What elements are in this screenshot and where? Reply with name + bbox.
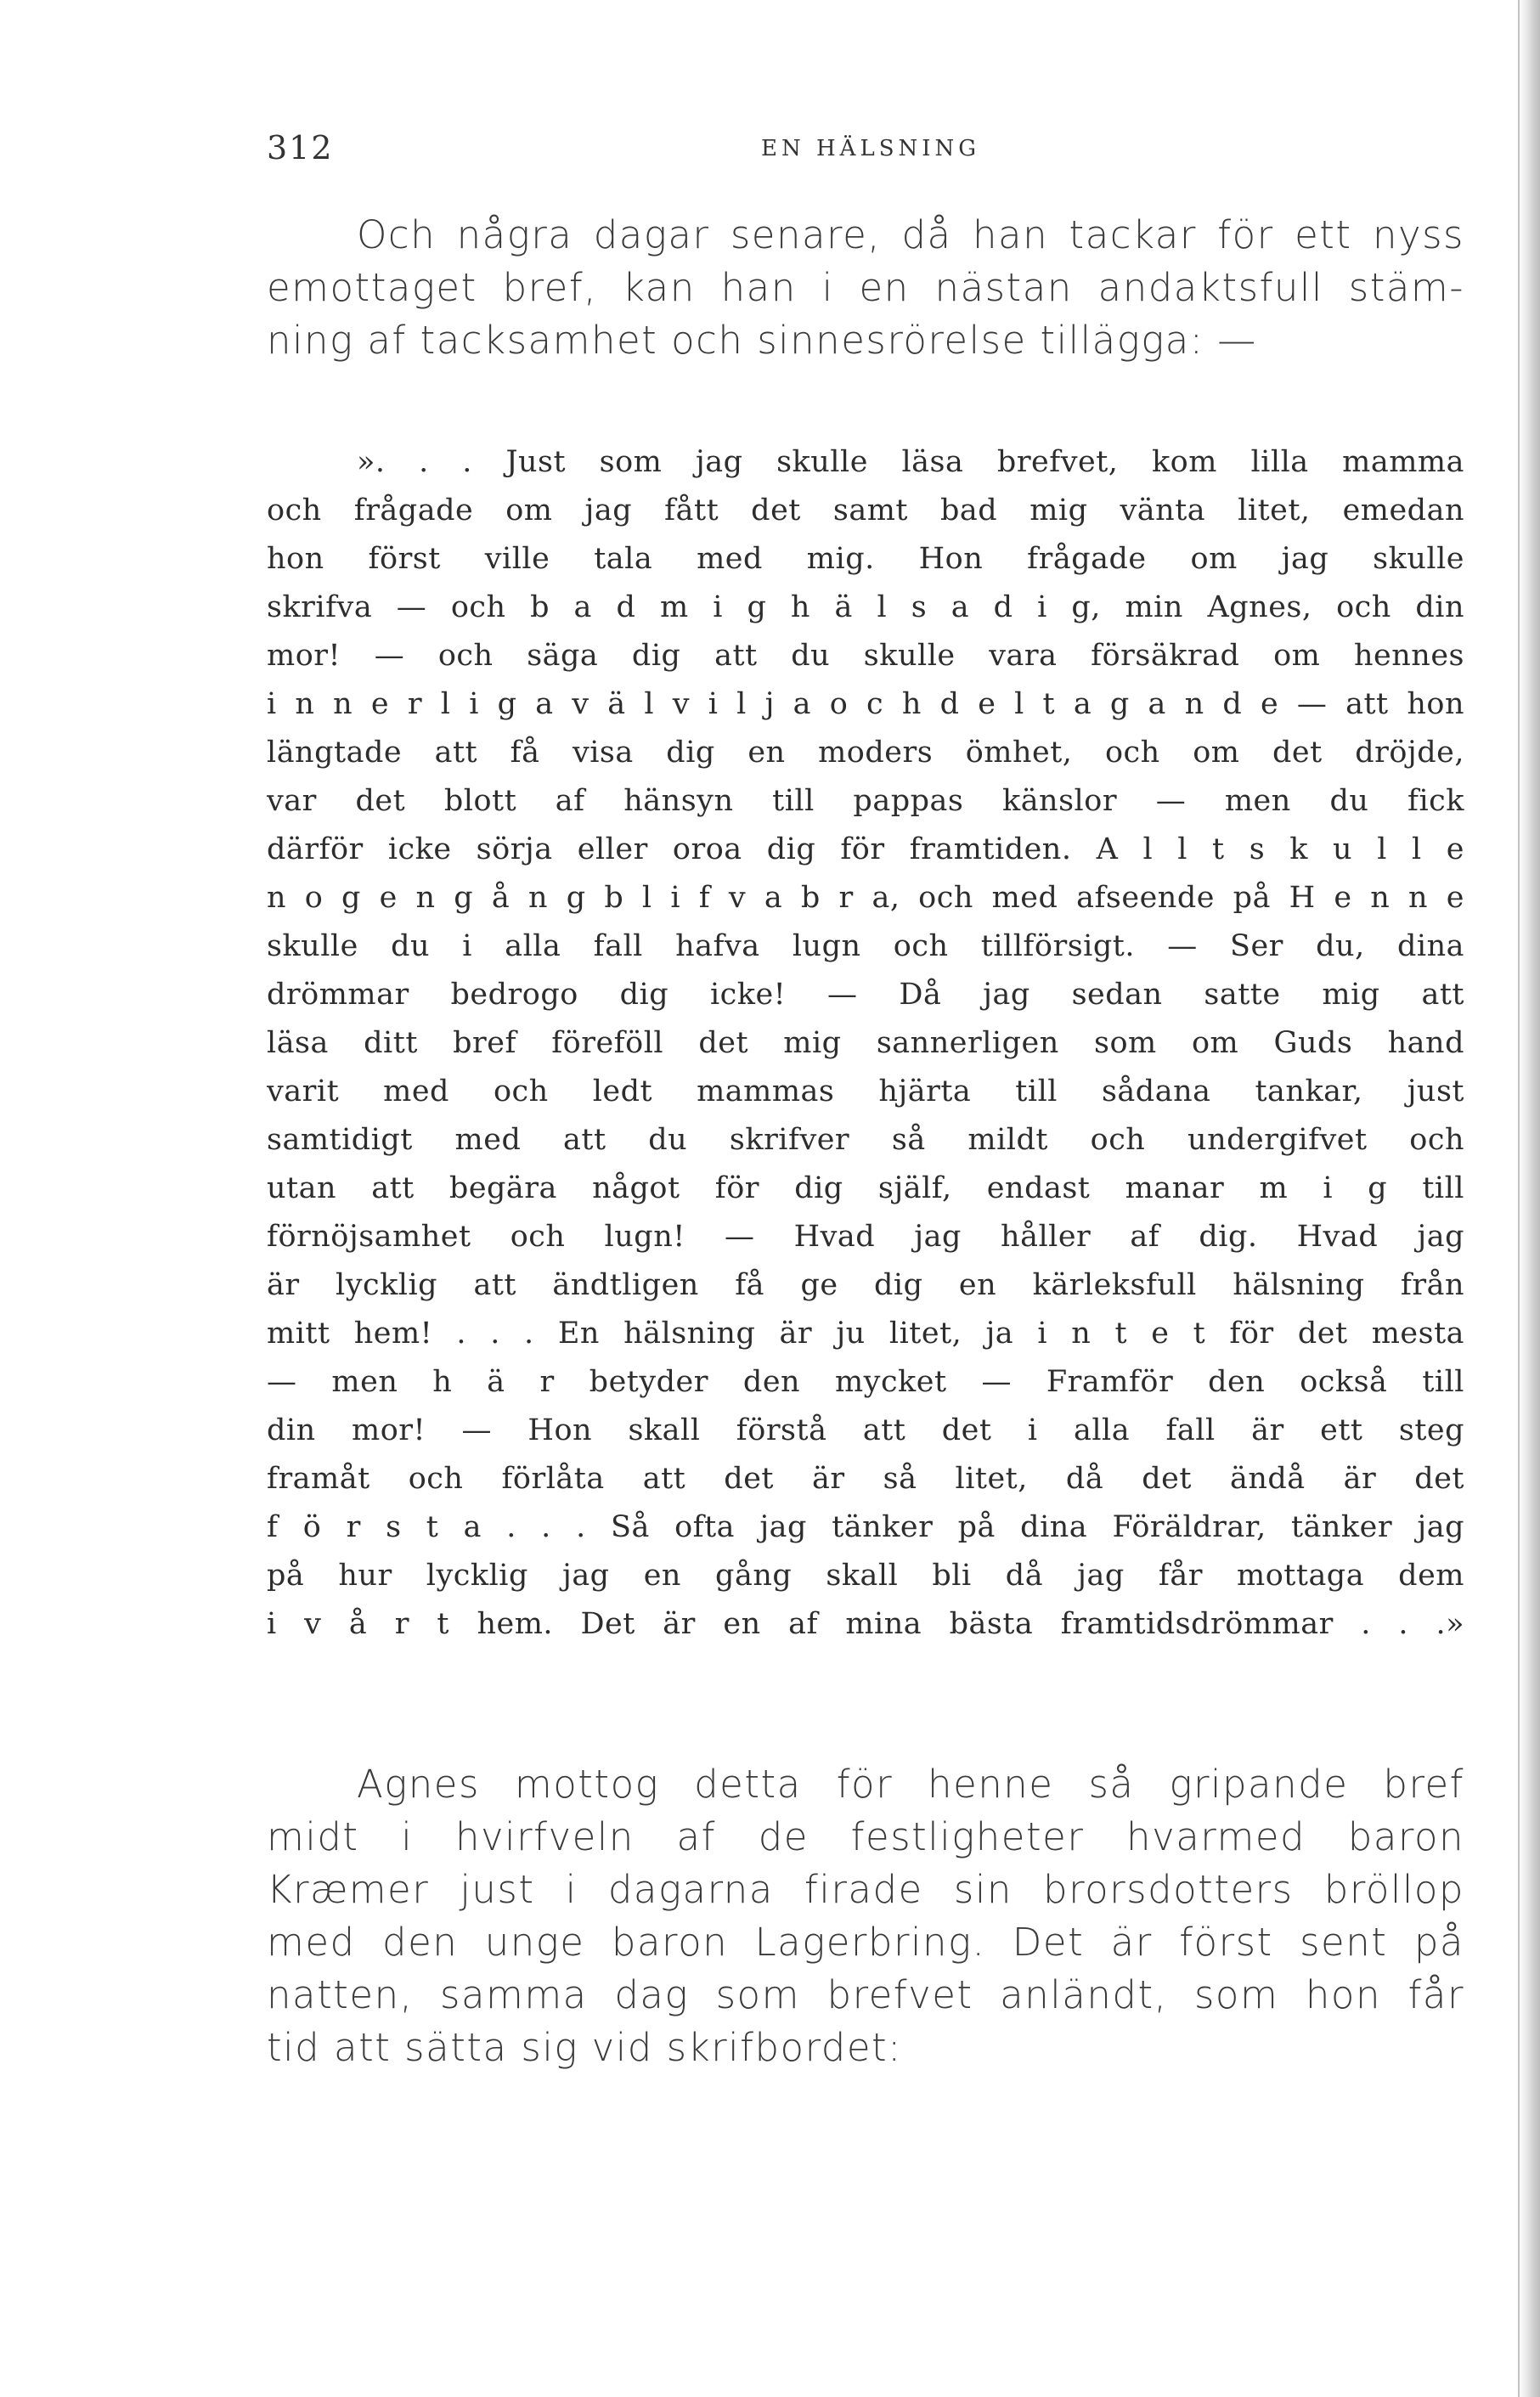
text-line: var det blott af hänsyn till pappas känslor — men du fick [267, 784, 1464, 818]
text-line: därför icke sörja eller oroa dig för framtiden. A l l t s k u l l e [267, 832, 1464, 866]
closing-paragraph [267, 1758, 1464, 2074]
text-line: Agnes mottog detta för henne så gripande bref [357, 1762, 1464, 1807]
running-head: EN HÄLSNING [761, 136, 981, 161]
text-line: natten, samma dag som brefvet anländt, som hon får [267, 1972, 1464, 2017]
page-edge-line [1518, 0, 1520, 2397]
text-line: mor! — och säga dig att du skulle vara försäkrad om hennes [267, 639, 1464, 673]
text-line: ning af tacksamhet och sinnesrörelse tillägga: — [267, 318, 1257, 363]
text-line: skrifva — och b a d m i g h ä l s a d i g, min Agnes, och din [267, 590, 1464, 624]
text-line: hon först ville tala med mig. Hon frågade om jag skulle [267, 542, 1464, 576]
intro-paragraph [267, 209, 1464, 367]
text-line: skulle du i alla fall hafva lugn och tillförsigt. — Ser du, dina [267, 929, 1464, 963]
text-line: läsa ditt bref föreföll det mig sannerligen som om Guds hand [267, 1026, 1464, 1060]
text-line: utan att begära något för dig själf, endast manar m i g till [267, 1171, 1464, 1205]
text-line: på hur lycklig jag en gång skall bli då jag får mottaga dem [267, 1559, 1464, 1593]
page-edge-shadow [1518, 0, 1540, 2397]
text-line: — men h ä r betyder den mycket — Framför den också till [267, 1365, 1464, 1399]
letter-paragraph [267, 438, 1464, 1649]
text-line: i n n e r l i g a v ä l v i l j a o c h d e l t a g a n d e — att hon [267, 687, 1464, 721]
text-line: och frågade om jag fått det samt bad mig vänta litet, emedan [267, 494, 1464, 527]
text-line: är lycklig att ändtligen få ge dig en kärleksfull hälsning från [267, 1268, 1464, 1302]
text-line: längtade att få visa dig en moders ömhet, och om det dröjde, [267, 736, 1464, 770]
text-line: förnöjsamhet och lugn! — Hvad jag håller af dig. Hvad jag [267, 1220, 1464, 1254]
text-line: Kræmer just i dagarna firade sin brorsdotters bröllop [267, 1867, 1464, 1912]
text-line: varit med och ledt mammas hjärta till sådana tankar, just [267, 1074, 1464, 1108]
page-number: 312 [267, 129, 334, 166]
page-header [267, 129, 1464, 172]
text-line: framåt och förlåta att det är så litet, då det ändå är det [267, 1462, 1464, 1496]
text-line: Och några dagar senare, då han tackar för ett nyss [357, 212, 1464, 257]
text-line: mitt hem! . . . En hälsning är ju litet, ja i n t e t för det mesta [267, 1317, 1464, 1351]
text-line: din mor! — Hon skall förstå att det i alla fall är ett steg [267, 1413, 1464, 1447]
text-line: ». . . Just som jag skulle läsa brefvet, kom lilla mamma [357, 445, 1464, 479]
text-line: tid att sätta sig vid skrifbordet: [267, 2025, 902, 2070]
text-line: n o g e n g å n g b l i f v a b r a, och med afseende på H e n n e [267, 881, 1464, 915]
text-line: drömmar bedrogo dig icke! — Då jag sedan satte mig att [267, 978, 1464, 1012]
text-line: med den unge baron Lagerbring. Det är först sent på [267, 1920, 1464, 1965]
text-line: midt i hvirfveln af de festligheter hvarmed baron [267, 1814, 1464, 1859]
text-line: emottaget bref, kan han i en nästan andaktsfull stäm- [267, 265, 1464, 310]
text-line: f ö r s t a . . . Så ofta jag tänker på dina Föräldrar, tänker jag [267, 1510, 1464, 1544]
text-line: samtidigt med att du skrifver så mildt och undergifvet och [267, 1123, 1464, 1157]
text-line: i v å r t hem. Det är en af mina bästa framtidsdrömmar . . .» [267, 1607, 1464, 1641]
